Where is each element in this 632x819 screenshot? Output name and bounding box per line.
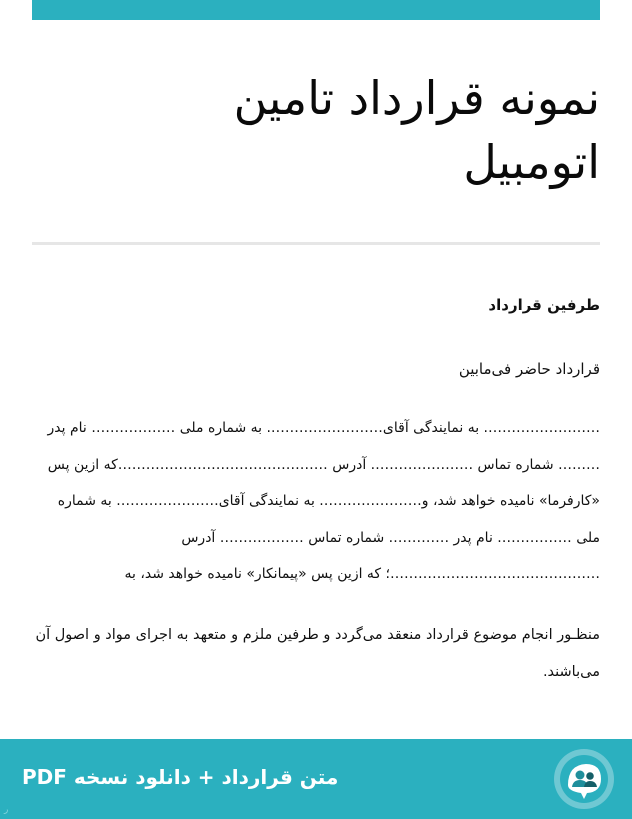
page-title-line2: اتومبیل (463, 135, 600, 189)
download-banner-text[interactable]: متن قرارداد + دانلود نسخه PDF (22, 765, 339, 789)
section-heading: طرفین قرارداد (488, 296, 600, 314)
purpose-paragraph: منظـور انجام موضوع قرارداد منعقد می‌گردد و طرفین ملزم و متعهد به اجرای مواد و اصول آن می‌باشند. (35, 626, 600, 680)
title-divider (32, 242, 600, 245)
corner-mark: ر (4, 805, 9, 815)
download-banner[interactable] (0, 739, 632, 819)
top-accent-bar (32, 0, 600, 20)
intro-text: قرارداد حاضر فی‌مابین (458, 360, 600, 378)
page-title-line1: نمونه قرارداد تامین (233, 71, 600, 125)
parties-paragraph: ……………………. به نمایندگی آقای……………………. به شماره ملی ……………… نام پدر ……… شماره تماس …………………. آدرس ………………………………………که ازین پس «کارفرما» نامیده خواهد شد، و…………………. به نمایندگی آقای…………………. به شماره ملی ……………. نام پدر …………. شماره تماس ……………… آدرس ………………………………………؛ که ازین پس «پیمانکار» نامیده خواهد شد، به (47, 420, 600, 582)
users-chat-icon (554, 749, 614, 809)
document-body (32, 290, 600, 691)
page-title (32, 66, 600, 194)
